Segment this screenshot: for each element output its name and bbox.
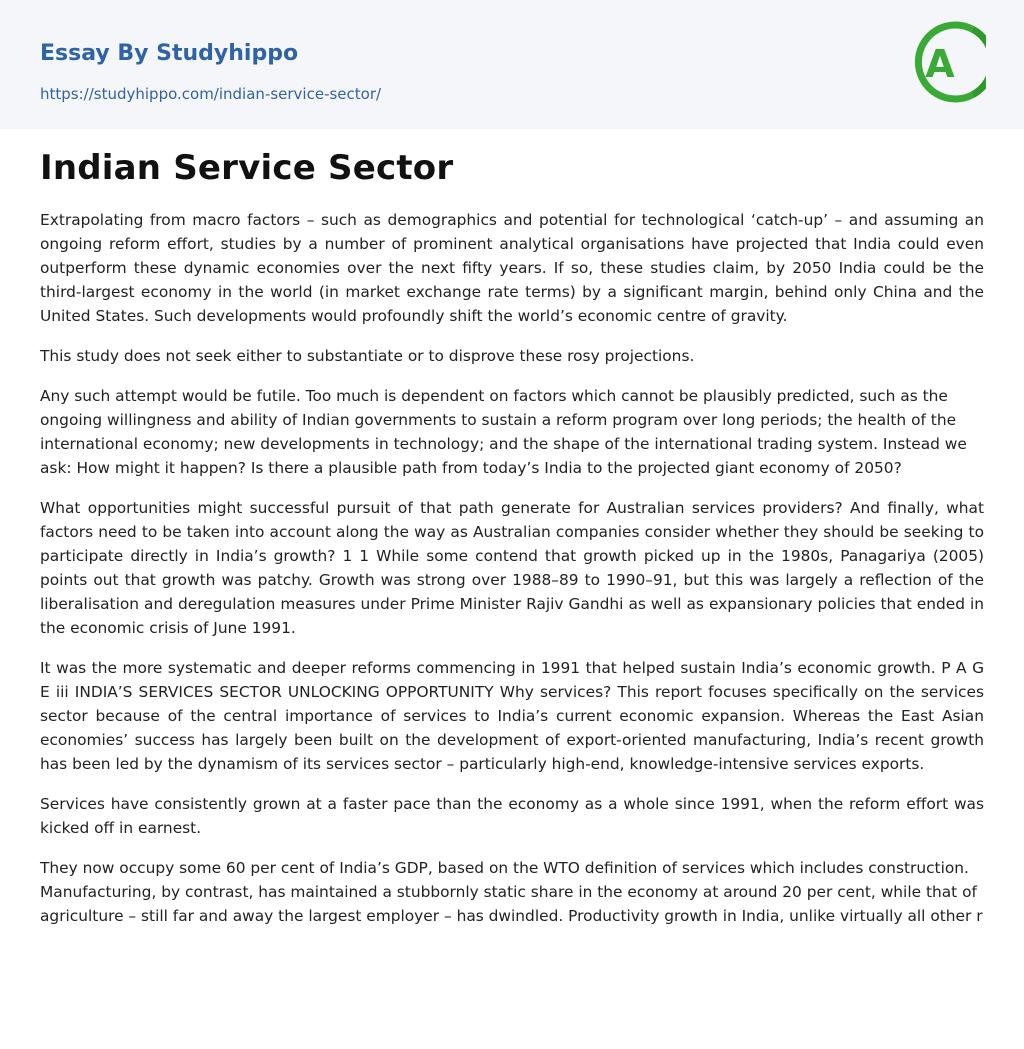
- site-header: [0, 0, 1024, 129]
- article-body: [40, 140, 984, 928]
- paragraph-4: What opportunities might successful pursuit of that path generate for Australian services providers? And finally, what factors need to be taken into account along the way as Australian companies consider whether they should be seeking to participate directly in India’s growth? 1 1 While some contend that growth picked up in the 1980s, Panagariya (2005) points out that growth was patchy. Growth was strong over 1988–89 to 1990–91, but this was largely a reflection of the liberalisation and deregulation measures under Prime Minister Rajiv Gandhi as well as expansionary policies that ended in the economic crisis of June 1991.: [40, 499, 984, 637]
- brand-title[interactable]: Essay By Studyhippo: [40, 41, 299, 66]
- logo-letter: A: [925, 42, 955, 86]
- paragraph-3: Any such attempt would be futile. Too much is dependent on factors which cannot be plausibly predicted, such as the ongoing willingness and ability of Indian governments to sustain a reform program over long periods; the health of the international economy; new developments in technology; and the shape of the international trading system. Instead we ask: How might it happen? Is there a plausible path from today’s India to the projected giant economy of 2050?: [40, 387, 967, 477]
- paragraph-6: Services have consistently grown at a faster pace than the economy as a whole since 1991, when the reform effort was kicked off in earnest.: [40, 795, 984, 837]
- studyhippo-a-logo-icon[interactable]: [912, 18, 986, 106]
- article-title: Indian Service Sector: [40, 148, 454, 188]
- paragraph-1: Extrapolating from macro factors – such as demographics and potential for technological ‘catch-up’ – and assuming an ongoing reform effort, studies by a number of prominent analytical organisations have projected that India could even outperform these dynamic economies over the next fifty years. If so, these studies claim, by 2050 India could be the third-largest economy in the world (in market exchange rate terms) by a significant margin, behind only China and the United States. Such developments would profoundly shift the world’s economic centre of gravity.: [40, 211, 984, 325]
- paragraph-5: It was the more systematic and deeper reforms commencing in 1991 that helped sustain India’s economic growth. P A G E iii INDIA’S SERVICES SECTOR UNLOCKING OPPORTUNITY Why services? This report focuses specifically on the services sector because of the central importance of services to India’s current economic expansion. Whereas the East Asian economies’ success has largely been built on the development of export-oriented manufacturing, India’s recent growth has been led by the dynamism of its services sector – particularly high-end, knowledge-intensive services exports.: [40, 659, 984, 773]
- paragraph-2: This study does not seek either to substantiate or to disprove these rosy projections.: [40, 347, 695, 365]
- paragraph-7: They now occupy some 60 per cent of India’s GDP, based on the WTO definition of services which includes construction. Manufacturing, by contrast, has maintained a stubbornly static share in the economy at around 20 per cent, while that of agriculture – still far and away the largest employer – has dwindled. Productivity growth in India, unlike virtually all other r: [40, 859, 983, 925]
- article-url-link[interactable]: https://studyhippo.com/indian-service-sector/: [40, 85, 382, 103]
